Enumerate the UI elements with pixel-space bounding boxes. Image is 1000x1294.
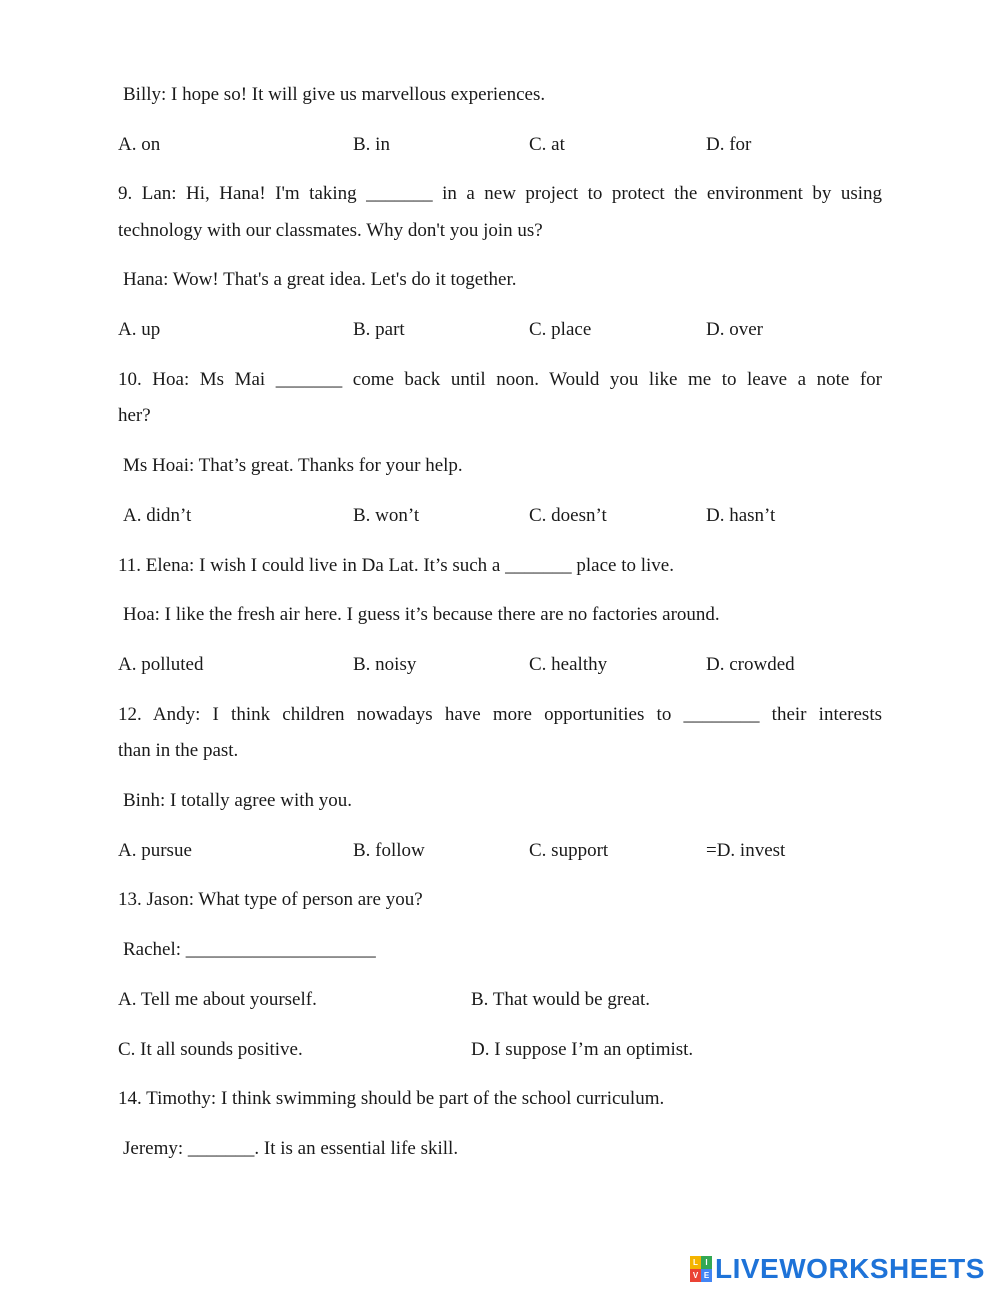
q8-option-a[interactable]: A. on [118, 134, 161, 155]
logo-letter-i: I [701, 1256, 712, 1269]
q9-option-d[interactable]: D. over [706, 319, 763, 340]
q13-option-c[interactable]: C. It all sounds positive. [118, 1039, 303, 1060]
q9-prompt-line1: 9. Lan: Hi, Hana! I'm taking _______ in a new project to protect the environment by using [118, 183, 882, 204]
q13-prompt: 13. Jason: What type of person are you? [118, 889, 423, 910]
q13-option-d[interactable]: D. I suppose I’m an optimist. [471, 1039, 694, 1060]
logo-letter-v: V [690, 1269, 701, 1282]
q9-option-c[interactable]: C. place [529, 319, 592, 340]
q10-option-c[interactable]: C. doesn’t [529, 505, 607, 526]
q10-option-a[interactable]: A. didn’t [123, 505, 192, 526]
q12-option-c[interactable]: C. support [529, 840, 609, 861]
q13-option-a[interactable]: A. Tell me about yourself. [118, 989, 317, 1010]
q14-prompt: 14. Timothy: I think swimming should be part of the school curriculum. [118, 1088, 665, 1109]
q8-option-c[interactable]: C. at [529, 134, 565, 155]
q13-option-b[interactable]: B. That would be great. [471, 989, 651, 1010]
q10-reply: Ms Hoai: That’s great. Thanks for your help. [123, 455, 463, 476]
q10-option-b[interactable]: B. won’t [353, 505, 420, 526]
logo-letter-l: L [690, 1256, 701, 1269]
q11-option-c[interactable]: C. healthy [529, 654, 608, 675]
q9-prompt-line2: technology with our classmates. Why don't you join us? [118, 220, 543, 241]
liveworksheets-logo-icon [690, 1256, 712, 1282]
q9-option-b[interactable]: B. part [353, 319, 405, 340]
q12-option-d[interactable]: =D. invest [706, 840, 786, 861]
q12-prompt-line2: than in the past. [118, 740, 239, 761]
q11-option-d[interactable]: D. crowded [706, 654, 795, 675]
q13-reply: Rachel: ____________________ [123, 939, 376, 960]
q8-option-b[interactable]: B. in [353, 134, 390, 155]
liveworksheets-logo [690, 1254, 985, 1284]
q11-option-a[interactable]: A. polluted [118, 654, 204, 675]
q9-option-a[interactable]: A. up [118, 319, 161, 340]
q10-option-d[interactable]: D. hasn’t [706, 505, 776, 526]
q10-prompt-line2: her? [118, 405, 151, 426]
q11-option-b[interactable]: B. noisy [353, 654, 417, 675]
q12-prompt-line1: 12. Andy: I think children nowadays have more opportunities to ________ their interests [118, 704, 882, 725]
q11-prompt: 11. Elena: I wish I could live in Da Lat. It’s such a _______ place to live. [118, 555, 674, 576]
q14-reply: Jeremy: _______. It is an essential life skill. [123, 1138, 459, 1159]
q12-option-a[interactable]: A. pursue [118, 840, 192, 861]
q8-option-d[interactable]: D. for [706, 134, 752, 155]
liveworksheets-logo-text: LIVEWORKSHEETS [715, 1253, 985, 1284]
q10-prompt-line1: 10. Hoa: Ms Mai _______ come back until noon. Would you like me to leave a note for [118, 369, 882, 390]
logo-letter-e: E [701, 1269, 712, 1282]
q9-reply: Hana: Wow! That's a great idea. Let's do it together. [123, 269, 517, 290]
q12-option-b[interactable]: B. follow [353, 840, 425, 861]
q11-reply: Hoa: I like the fresh air here. I guess it’s because there are no factories around. [123, 604, 720, 625]
q12-reply: Binh: I totally agree with you. [123, 790, 353, 811]
q8-reply: Billy: I hope so! It will give us marvellous experiences. [123, 84, 546, 105]
